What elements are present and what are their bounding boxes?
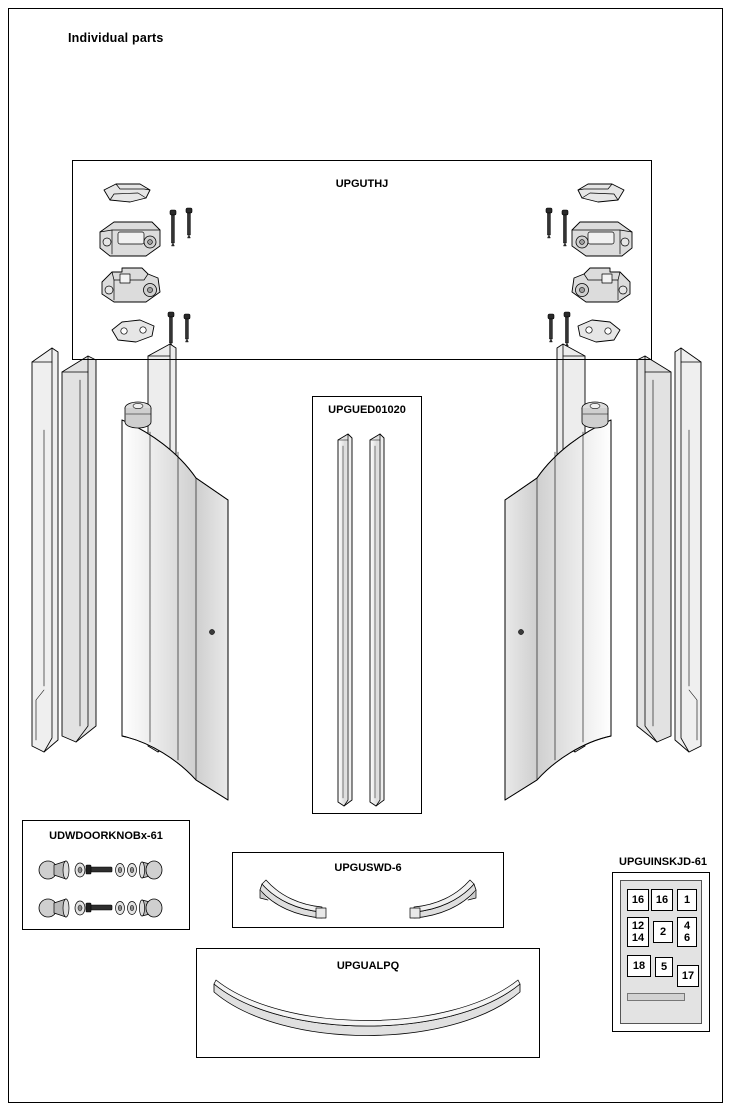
inskjd-cell-1: 1: [677, 889, 697, 911]
inskjd-cell-14: 14: [631, 931, 645, 944]
panel-label-upguswd: UPGUSWD-6: [334, 862, 402, 874]
inskjd-strip: [627, 993, 685, 1001]
panel-upgued01020: [312, 396, 422, 814]
inskjd-cell-4: 4: [683, 919, 691, 932]
inskjd-cell-17: 17: [677, 965, 699, 987]
inskjd-cell-12-14: [627, 917, 649, 947]
page-title: Individual parts: [68, 31, 164, 45]
panel-label-upgualpq: UPGUALPQ: [336, 960, 400, 972]
inskjd-cell-6: 6: [683, 931, 691, 944]
panel-label-upguthj: UPGUTHJ: [335, 178, 389, 190]
inskjd-cell-18: 18: [627, 955, 651, 977]
inskjd-cell-16b: 16: [651, 889, 673, 911]
inskjd-cell-5: 5: [655, 957, 673, 977]
panel-upguthj: [72, 160, 652, 360]
panel-label-upgued01020: UPGUED01020: [328, 404, 406, 416]
inskjd-cell-2: 2: [653, 921, 673, 943]
panel-label-udwdoorknob: UDWDOORKNOBx-61: [49, 830, 163, 842]
panel-label-upguinskjd: UPGUINSKJD-61: [619, 856, 708, 868]
inskjd-cell-4-6: [677, 917, 697, 947]
inskjd-tray: [620, 880, 702, 1024]
inskjd-cell-16a: 16: [627, 889, 649, 911]
inskjd-cell-12: 12: [631, 919, 645, 932]
